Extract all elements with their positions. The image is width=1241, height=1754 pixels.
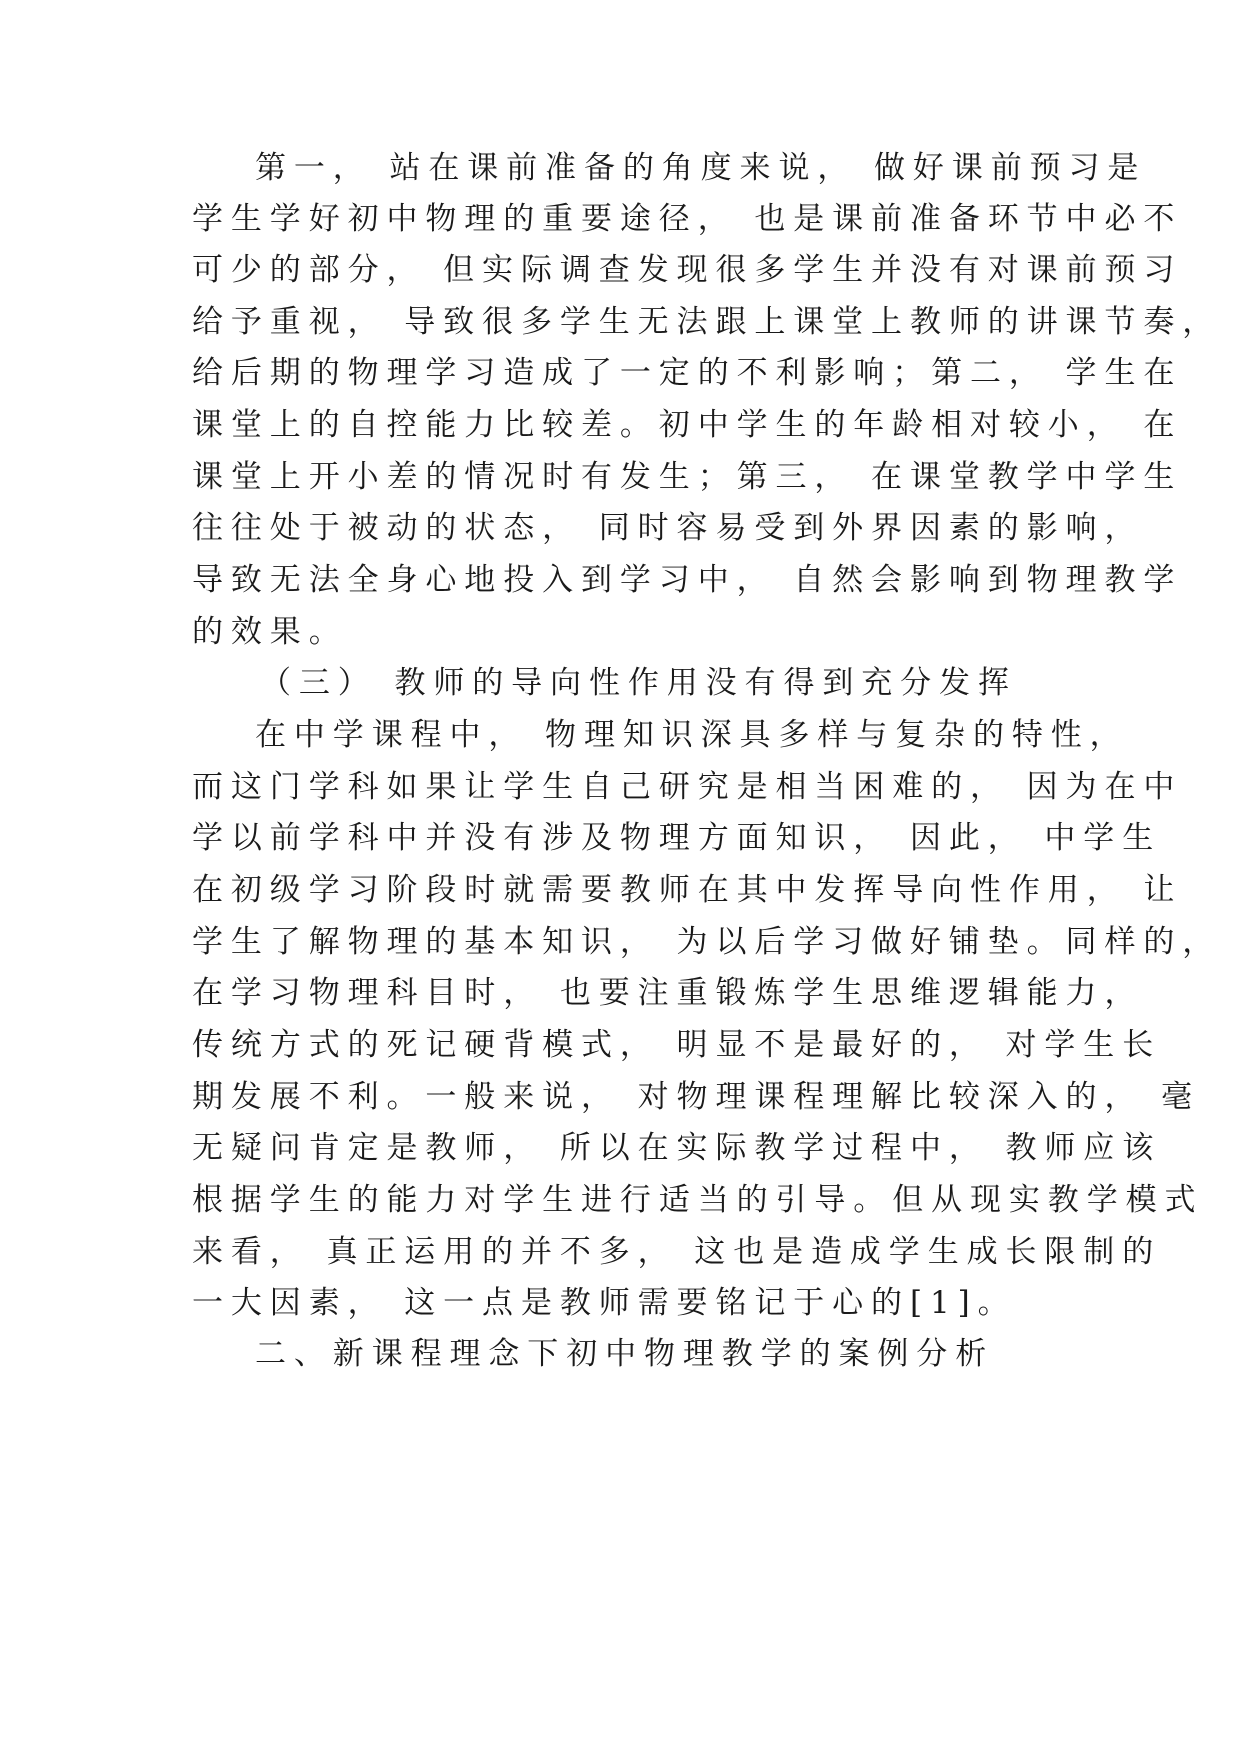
paragraph-line: 无疑问肯定是教师， 所以在实际教学过程中， 教师应该 [192, 1130, 1162, 1166]
paragraph-line: 的效果。 [192, 614, 348, 650]
paragraph-line: 期发展不利。一般来说， 对物理课程理解比较深入的， 毫 [192, 1079, 1201, 1115]
section-heading: 二、新课程理念下初中物理教学的案例分析 [255, 1336, 995, 1372]
paragraph-line: 给予重视， 导致很多学生无法跟上课堂上教师的讲课节奏， [192, 304, 1222, 340]
paragraph-line: 学生学好初中物理的重要途径， 也是课前准备环节中必不 [192, 201, 1183, 237]
paragraph-line: 根据学生的能力对学生进行适当的引导。但从现实教学模式 [192, 1182, 1204, 1218]
paragraph-line: 传统方式的死记硬背模式， 明显不是最好的， 对学生长 [192, 1027, 1162, 1063]
paragraph-line: 一大因素， 这一点是教师需要铭记于心的[1]。 [192, 1285, 1017, 1321]
paragraph-line: 来看， 真正运用的并不多， 这也是造成学生成长限制的 [192, 1234, 1162, 1270]
paragraph-line: 在初级学习阶段时就需要教师在其中发挥导向性作用， 让 [192, 872, 1183, 908]
paragraph-line: 第一， 站在课前准备的角度来说， 做好课前预习是 [255, 150, 1147, 186]
paragraph-line: 学以前学科中并没有涉及物理方面知识， 因此， 中学生 [192, 820, 1162, 856]
paragraph-line: 学生了解物理的基本知识， 为以后学习做好铺垫。同样的， [192, 924, 1222, 960]
section-heading: （三） 教师的导向性作用没有得到充分发挥 [260, 665, 1017, 701]
paragraph-line: 在学习物理科目时， 也要注重锻炼学生思维逻辑能力， [192, 975, 1144, 1011]
paragraph-line: 给后期的物理学习造成了一定的不利影响；第二， 学生在 [192, 355, 1183, 391]
paragraph-line: 导致无法全身心地投入到学习中， 自然会影响到物理教学 [192, 562, 1183, 598]
paragraph-line: 课堂上开小差的情况时有发生；第三， 在课堂教学中学生 [192, 459, 1183, 495]
paragraph-line: 可少的部分， 但实际调查发现很多学生并没有对课前预习 [192, 252, 1183, 288]
paragraph-line: 课堂上的自控能力比较差。初中学生的年龄相对较小， 在 [192, 407, 1183, 443]
paragraph-line: 而这门学科如果让学生自己研究是相当困难的， 因为在中 [192, 769, 1183, 805]
paragraph-line: 在中学课程中， 物理知识深具多样与复杂的特性， [255, 717, 1129, 753]
paragraph-line: 往往处于被动的状态， 同时容易受到外界因素的影响， [192, 510, 1144, 546]
